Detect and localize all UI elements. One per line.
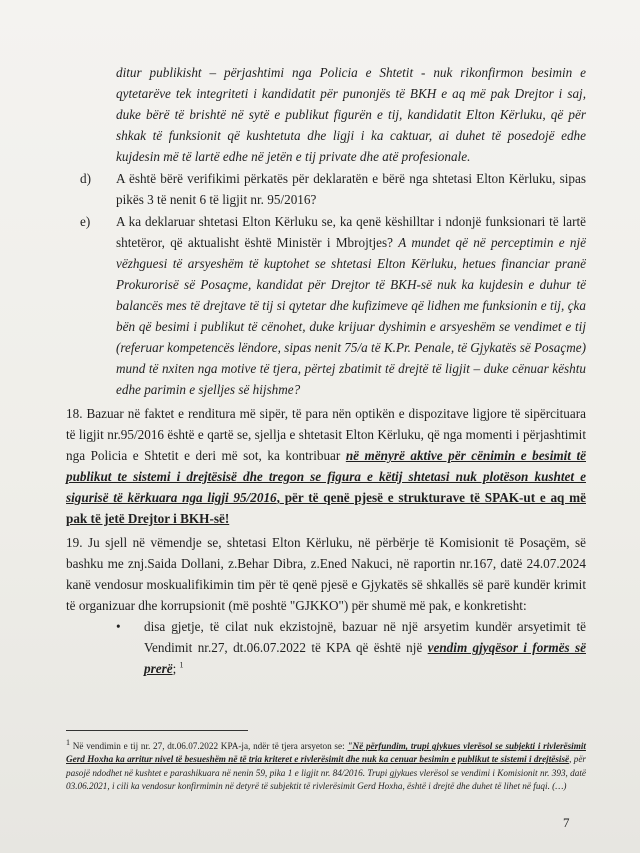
item-label: e) [80,214,91,229]
p18-emphasis-2: dhe tregon se figura e këtij shtetasi nuk plotëson kushtet e sigurisë të kërkuara nga ligji 95/2016 [66,469,586,505]
page-body [66,62,586,679]
bullet-emphasis: vendim gjyqësor i formës së prerë [144,640,586,676]
footnote-ref[interactable]: 1 [179,660,184,670]
item-text-plain: A ka deklaruar shtetasi Elton Kërluku se, ka qenë këshilltar i ndonjë funksionari të lartë shtetëror, që aktualisht është Ministër i Mbrojtjes? [116,214,586,250]
paragraph-19 [66,532,586,616]
footnote-number: 1 [66,737,70,747]
footnote-text: Në vendimin e tij nr. 27, dt.06.07.2022 KPA-ja, ndër të tjera arsyeton se: [70,741,348,751]
footnote-divider [66,730,248,731]
item-text-italic: A mundet që në perceptimin e një vëzhguesi të arsyeshëm të kuptohet se shtetasi Elton Kërluku, hetues financiar pranë Prokurorisë së Posaçme, kandidat për Drejtor të BKH-së nuk ka kujdesin e duhur të balancës mes të drejtave të tij si qytetar dhe kufizimeve që lidhen me funksionin e tij, çka bën që besimi i publikut të cënohet, duke krijuar dyshimin e arsyeshëm se vendimet e tij (referuar kompetencës lëndore, sipas nenit 75/a të K.Pr. Penale, të Gjykatës së Posaçme) mund të nxiten nga motive të tjera, përtej zbatimit të drejtë të ligjit – duke cënuar kështu edhe parimin e sjelljes së hijshme? [116,235,586,397]
bullet-icon: • [116,619,121,634]
bullet-end: ; [172,661,177,676]
list-item [116,616,586,679]
p18-emphasis-1: në mënyrë aktive për cënimin e besimit të publikut te sistemi i drejtësisë [66,448,586,484]
list-item-e [66,211,586,400]
page-number: 7 [563,815,570,830]
item-label: d) [80,171,91,186]
continued-paragraph [66,62,586,167]
footnote-end: . (…) [547,780,567,791]
footnote [66,737,586,793]
footnote-quote-cont: , për pasojë ndodhet në kushtet e parashikuara në nenin 59, pika 1 e ligjit nr. 84/2016. Trupi gjykues vlerësol se vendimi i Komisionit nr. 393, datë 03.06.2021, i cili ka vendosur konfirmimin në detyrë të subjektit të rivlerësimit Gerd Hoxha, është i drejtë dhe duhet të lihet në fuqi [66,754,586,791]
continued-text: ditur publikisht – përjashtimi nga Policia e Shtetit - nuk rikonfirmon besimin e qytetarëve tek integriteti i kandidatit për punonjës të BKH e aq më pak Drejtor i saj, duke bërë të brishtë në sytë e publikut figurën e tij, kandidatit Elton Kërluku, që për shkak të funksionit që kushtetuta dhe ligji i ka caktuar, ai duhet të posedojë edhe kujdesin më të lartë edhe në jetën e tij private dhe atë profesionale. [116,65,586,164]
p19-text: 19. Ju sjell në vëmendje se, shtetasi Elton Kërluku, në përbërje të Komisionit të Posaçëm, së bashku me znj.Saida Dollani, z.Behar Dibra, z.Ened Nakuci, në raportin nr.167, datë 24.07.2024 kanë vendosur moskualifikimin tim për të qenë pjesë e Gjykatës së shkallës së parë kundër krimit të organizuar dhe korrupsionit (më poshtë "GJKKO") për shumë më pak, e konkretisht: [66,535,586,613]
item-text [116,211,586,400]
item-text: A është bërë verifikimi përkatës për deklaratën e bërë nga shtetasi Elton Kërluku, sipas pikës 3 të nenit 6 të ligjit nr. 95/2016? [116,171,586,207]
paragraph-18 [66,403,586,529]
footnote-quote: "Në përfundim, trupi gjykues vlerësol se subjekti i rivlerësimit Gerd Hoxha ka arritur nivel të besueshëm në të tria kriteret e rivlerësimit dhe nuk ka cenuar besimin e publikut te sistemi i drejtësisë [66,741,586,765]
p18-emphasis-3: , për të qenë pjesë e strukturave të SPAK-ut e aq më pak të jetë Drejtor i BKH-së! [66,490,586,526]
list-item-d [66,168,586,210]
bullet-list [66,616,586,679]
bullet-text: disa gjetje, të cilat nuk ekzistojnë, bazuar në një arsyetim kundër arsyetimit të Vendimit nr.27, dt.06.07.2022 të KPA që është një [144,619,586,655]
p18-text: 18. Bazuar në faktet e renditura më sipër, të para nën optikën e dispozitave ligjore të sipërcituara të ligjit nr.95/2016 është e qartë se, sjellja e shtetasit Elton Kërluku, që nga momenti i përjashtimit nga Policia e Shtetit e deri më sot, ka kontribuar [66,406,586,463]
